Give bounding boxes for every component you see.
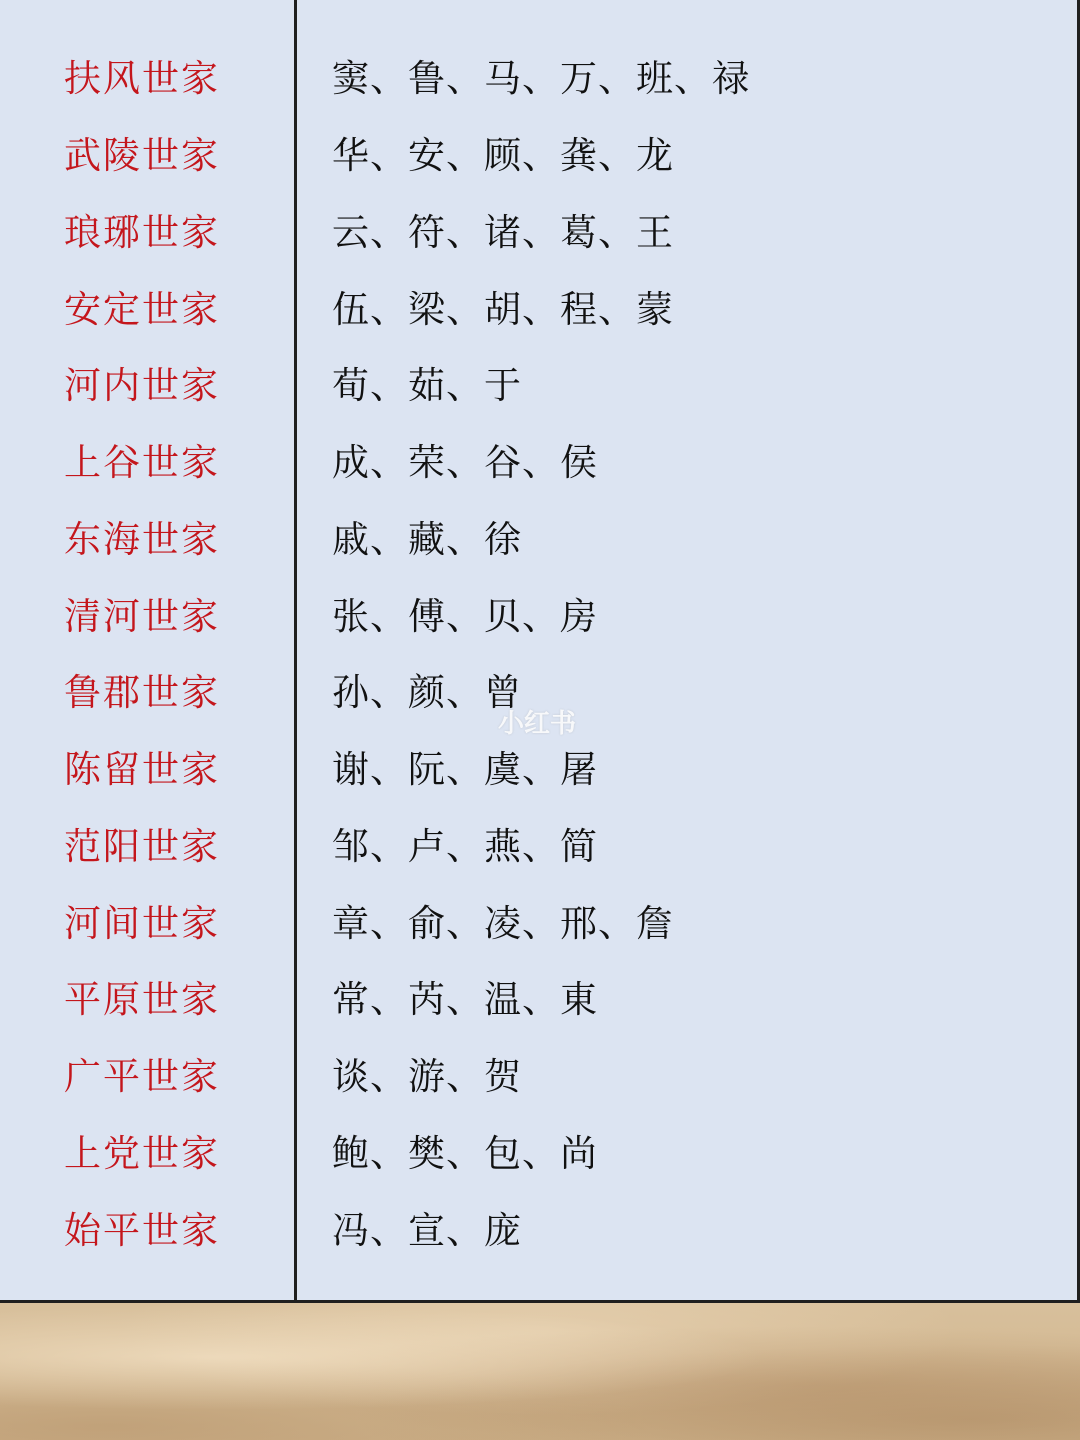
table-row xyxy=(0,1038,1077,1115)
surname-list: 邹、卢、燕、简 xyxy=(332,825,598,868)
clan-name: 东海世家 xyxy=(64,518,220,561)
clan-name: 扶风世家 xyxy=(64,57,220,100)
surname-list: 冯、宣、庞 xyxy=(332,1209,522,1252)
surname-list: 成、荣、谷、侯 xyxy=(332,441,598,484)
surname-list: 张、傅、贝、房 xyxy=(332,595,598,638)
clan-name: 平原世家 xyxy=(64,978,220,1021)
surname-list: 伍、梁、胡、程、蒙 xyxy=(332,288,674,331)
surname-list: 云、符、诸、葛、王 xyxy=(332,211,674,254)
table-row xyxy=(0,347,1077,424)
table-row xyxy=(0,578,1077,655)
table-row xyxy=(0,1115,1077,1192)
table-row xyxy=(0,40,1077,117)
table-row xyxy=(0,424,1077,501)
clan-name: 鲁郡世家 xyxy=(64,671,220,714)
clan-name: 河内世家 xyxy=(64,364,220,407)
parchment-background xyxy=(0,1302,1080,1440)
surname-list: 鲍、樊、包、尚 xyxy=(332,1132,598,1175)
table-row xyxy=(0,117,1077,194)
table-row xyxy=(0,271,1077,348)
clan-name: 广平世家 xyxy=(64,1055,220,1098)
table-row xyxy=(0,194,1077,271)
surname-list: 常、芮、温、東 xyxy=(332,978,598,1021)
table-row xyxy=(0,961,1077,1038)
clan-name: 始平世家 xyxy=(64,1209,220,1252)
surname-list: 窦、鲁、马、万、班、禄 xyxy=(332,57,750,100)
surname-list: 谢、阮、虞、屠 xyxy=(332,748,598,791)
clan-name: 上党世家 xyxy=(64,1132,220,1175)
clan-name: 琅琊世家 xyxy=(64,211,220,254)
table-row xyxy=(0,1192,1077,1269)
clan-name: 上谷世家 xyxy=(64,441,220,484)
surname-list: 荀、茹、于 xyxy=(332,364,522,407)
surname-list: 谈、游、贺 xyxy=(332,1055,522,1098)
clan-name: 陈留世家 xyxy=(64,748,220,791)
table-row xyxy=(0,808,1077,885)
surname-list: 孙、颜、曾 xyxy=(332,671,522,714)
clan-name: 武陵世家 xyxy=(64,134,220,177)
table-row xyxy=(0,501,1077,578)
clan-name: 清河世家 xyxy=(64,595,220,638)
surname-list: 戚、藏、徐 xyxy=(332,518,522,561)
table-row xyxy=(0,731,1077,808)
clan-name: 安定世家 xyxy=(64,288,220,331)
clan-name: 范阳世家 xyxy=(64,825,220,868)
surname-list: 章、俞、凌、邢、詹 xyxy=(332,902,674,945)
table-row xyxy=(0,885,1077,962)
watermark-logo: 小红书 xyxy=(498,709,577,739)
clan-name: 河间世家 xyxy=(64,902,220,945)
surname-list: 华、安、顾、龚、龙 xyxy=(332,134,674,177)
